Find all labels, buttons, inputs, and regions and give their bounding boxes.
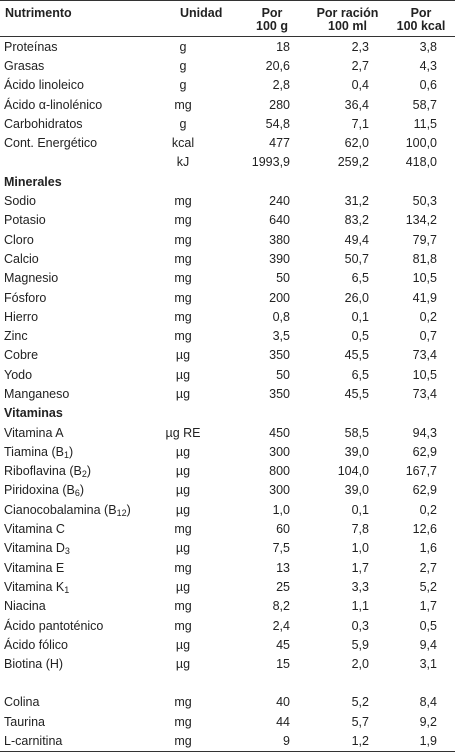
value-per-100kcal: 9,4 — [419, 637, 437, 652]
table-row — [0, 384, 455, 403]
header-por-100kcal — [387, 1, 455, 37]
nutrient-name — [0, 133, 150, 152]
nutrient-name-text: Grasas — [4, 58, 45, 73]
value-per-racion: 5,7 — [351, 714, 369, 729]
value-per-racion: 26,0 — [344, 290, 369, 305]
value-per-100g: 350 — [269, 386, 290, 401]
nutrient-name-text: Cianocobalamina (B — [4, 502, 117, 517]
unit-cell: mg — [174, 271, 192, 286]
value-per-100g: 44 — [276, 714, 290, 729]
header-por-racion-line1: Por ración — [316, 6, 379, 20]
table-row — [0, 153, 455, 172]
table-row — [0, 326, 455, 345]
nutrient-name-text: Calcio — [4, 251, 39, 266]
unit-cell: mg — [174, 329, 192, 344]
unit-cell: µg — [175, 444, 191, 459]
value-per-100g: 280 — [269, 97, 290, 112]
value-per-100g: 54,8 — [265, 116, 290, 131]
nutrient-name — [0, 288, 150, 307]
value-per-racion: 39,0 — [344, 444, 369, 459]
table-body — [0, 37, 455, 752]
nutrient-name — [0, 95, 150, 114]
unit-cell: mg — [174, 695, 192, 710]
unit-cell: µg — [175, 579, 191, 594]
value-per-100g: 0,8 — [272, 309, 290, 324]
value-per-100kcal: 0,2 — [419, 502, 437, 517]
unit-cell: g — [179, 39, 187, 54]
header-row — [0, 1, 455, 37]
value-per-racion: 0,1 — [351, 309, 369, 324]
table-row — [0, 191, 455, 210]
nutrient-name — [0, 655, 150, 674]
value-per-100kcal: 10,5 — [412, 367, 437, 382]
value-per-100kcal: 0,5 — [419, 618, 437, 633]
value-per-100g: 450 — [269, 425, 290, 440]
nutrient-name-text: Vitamina C — [4, 522, 65, 537]
table-row — [0, 731, 455, 751]
nutrient-name-text: Yodo — [4, 367, 33, 382]
nutrient-name-text: Cobre — [4, 348, 39, 363]
header-unidad: Unidad — [180, 6, 223, 20]
header-por-100g-line1: Por — [261, 6, 283, 20]
unit-cell: mg — [174, 194, 192, 209]
table-row — [0, 577, 455, 596]
value-per-racion: 0,3 — [351, 618, 369, 633]
nutrient-name-text: Riboflavina (B — [4, 464, 82, 479]
nutrient-name — [0, 635, 150, 654]
nutrient-name — [0, 249, 150, 268]
nutrient-name-text: Biotina (H) — [4, 657, 64, 672]
table-row — [0, 423, 455, 442]
table-row — [0, 558, 455, 577]
value-per-100kcal: 58,7 — [412, 97, 437, 112]
unit-cell: µg — [175, 348, 191, 363]
nutrient-name-tail: ) — [86, 464, 92, 479]
header-por-100g — [236, 1, 308, 37]
value-per-racion: 104,0 — [337, 464, 369, 479]
nutrient-name-subscript: 1 — [63, 449, 69, 460]
value-per-100kcal: 100,0 — [405, 136, 437, 151]
header-nutrimento: Nutrimento — [5, 6, 72, 20]
value-per-100kcal: 41,9 — [412, 290, 437, 305]
table-row — [0, 76, 455, 95]
nutrient-name-text: Vitamina A — [4, 425, 64, 440]
nutrient-name-text: Taurina — [4, 714, 45, 729]
nutrient-name-text: Proteínas — [4, 39, 58, 54]
nutrient-name — [0, 37, 150, 57]
value-per-100g: 240 — [269, 194, 290, 209]
nutrient-name — [0, 365, 150, 384]
nutrient-name-subscript: 2 — [81, 469, 87, 480]
value-per-100kcal: 73,4 — [412, 386, 437, 401]
value-per-100g: 15 — [276, 657, 290, 672]
unit-cell: mg — [174, 734, 192, 749]
nutrient-name-tail: ) — [79, 483, 85, 498]
value-per-100kcal: 62,9 — [412, 444, 437, 459]
unit-cell: g — [179, 78, 187, 93]
header-por-100kcal-line2: 100 kcal — [396, 19, 446, 33]
unit-cell: µg — [175, 637, 191, 652]
value-per-100kcal: 1,9 — [419, 734, 437, 749]
nutrient-name-tail: ) — [68, 444, 74, 459]
value-per-100g: 640 — [269, 213, 290, 228]
unit-cell: mg — [174, 599, 192, 614]
value-per-100g: 2,4 — [272, 618, 290, 633]
value-per-racion: 1,1 — [351, 599, 369, 614]
value-per-100g: 477 — [269, 136, 290, 151]
value-per-100g: 3,5 — [272, 329, 290, 344]
value-per-100g: 380 — [269, 232, 290, 247]
unit-cell: g — [179, 116, 187, 131]
value-per-100kcal: 73,4 — [412, 348, 437, 363]
value-per-racion: 49,4 — [344, 232, 369, 247]
table-row — [0, 95, 455, 114]
unit-cell: µg — [175, 464, 191, 479]
nutrient-name — [0, 539, 150, 558]
nutrient-name-text: Tiamina (B — [4, 444, 64, 459]
header-por-100kcal-line1: Por — [410, 6, 432, 20]
value-per-100g: 45 — [276, 637, 290, 652]
unit-cell: mg — [174, 97, 192, 112]
value-per-100kcal: 79,7 — [412, 232, 437, 247]
nutrient-name — [0, 346, 150, 365]
table-row — [0, 462, 455, 481]
nutrient-name-text: Magnesio — [4, 271, 59, 286]
nutrient-name-text: Colina — [4, 695, 40, 710]
nutrient-name-text: Hierro — [4, 309, 39, 324]
value-per-racion: 0,1 — [351, 502, 369, 517]
nutrient-name — [0, 326, 150, 345]
value-per-racion: 7,8 — [351, 522, 369, 537]
nutrient-name — [0, 481, 150, 500]
value-per-100g: 7,5 — [272, 541, 290, 556]
value-per-100kcal: 167,7 — [405, 464, 437, 479]
value-per-100kcal: 81,8 — [412, 251, 437, 266]
nutrient-name-text: Zinc — [4, 329, 28, 344]
value-per-racion: 259,2 — [337, 155, 369, 170]
value-per-100kcal: 2,7 — [419, 560, 437, 575]
unit-cell: mg — [174, 232, 192, 247]
table-row — [0, 597, 455, 616]
nutrient-name-text: Ácido linoleico — [4, 78, 84, 93]
value-per-100g: 13 — [276, 560, 290, 575]
value-per-100g: 8,2 — [272, 599, 290, 614]
unit-cell: µg — [175, 367, 191, 382]
table-row — [0, 211, 455, 230]
unit-cell: µg — [175, 502, 191, 517]
nutrient-name-subscript: 12 — [116, 507, 127, 518]
value-per-100g: 350 — [269, 348, 290, 363]
value-per-racion: 6,5 — [351, 367, 369, 382]
value-per-100g: 300 — [269, 444, 290, 459]
value-per-racion: 7,1 — [351, 116, 369, 131]
nutrient-name-text: Ácido α-linolénico — [4, 97, 103, 112]
table-row — [0, 56, 455, 75]
value-per-racion: 45,5 — [344, 386, 369, 401]
spacer-row — [0, 674, 455, 693]
table-row — [0, 712, 455, 731]
nutrient-name-text: Vitamina K — [4, 579, 65, 594]
nutrient-name — [0, 597, 150, 616]
table-row — [0, 37, 455, 57]
value-per-100kcal: 5,2 — [419, 579, 437, 594]
nutrient-name-subscript: 6 — [74, 488, 80, 499]
value-per-100kcal: 1,6 — [419, 541, 437, 556]
nutrient-name-text: Fósforo — [4, 290, 47, 305]
nutrient-name — [0, 76, 150, 95]
nutrient-name-text: Piridoxina (B — [4, 483, 75, 498]
table-row — [0, 500, 455, 519]
value-per-100kcal: 0,6 — [419, 78, 437, 93]
nutrient-name — [0, 269, 150, 288]
table-row — [0, 693, 455, 712]
nutrient-name-subscript: 1 — [64, 584, 70, 595]
nutrient-name — [0, 153, 150, 172]
value-per-racion: 50,7 — [344, 251, 369, 266]
section-title: Minerales — [4, 174, 62, 189]
value-per-100g: 390 — [269, 251, 290, 266]
value-per-100kcal: 1,7 — [419, 599, 437, 614]
nutrient-name — [0, 558, 150, 577]
table-header — [0, 1, 455, 37]
header-por-100g-line2: 100 g — [256, 19, 288, 33]
value-per-racion: 39,0 — [344, 483, 369, 498]
value-per-100kcal: 3,8 — [419, 39, 437, 54]
unit-cell: mg — [174, 213, 192, 228]
table-row — [0, 539, 455, 558]
nutrient-name-subscript: 3 — [64, 546, 70, 557]
value-per-100kcal: 0,2 — [419, 309, 437, 324]
value-per-racion: 0,4 — [351, 78, 369, 93]
value-per-100g: 18 — [276, 39, 290, 54]
value-per-racion: 1,2 — [351, 734, 369, 749]
unit-cell: mg — [174, 560, 192, 575]
table-row — [0, 655, 455, 674]
value-per-100kcal: 418,0 — [405, 155, 437, 170]
value-per-racion: 2,3 — [351, 39, 369, 54]
value-per-racion: 36,4 — [344, 97, 369, 112]
nutrient-name — [0, 693, 150, 712]
table-row — [0, 346, 455, 365]
value-per-racion: 1,7 — [351, 560, 369, 575]
value-per-100kcal: 94,3 — [412, 425, 437, 440]
unit-cell: mg — [174, 309, 192, 324]
value-per-racion: 0,5 — [351, 329, 369, 344]
nutrient-name — [0, 577, 150, 596]
unit-cell: mg — [174, 251, 192, 266]
value-per-100kcal: 50,3 — [412, 194, 437, 209]
nutrient-name — [0, 423, 150, 442]
nutrient-name-text: Vitamina E — [4, 560, 65, 575]
nutrient-name — [0, 519, 150, 538]
value-per-100g: 50 — [276, 271, 290, 286]
value-per-100g: 200 — [269, 290, 290, 305]
value-per-100g: 40 — [276, 695, 290, 710]
value-per-100g: 1,0 — [272, 502, 290, 517]
value-per-100kcal: 9,2 — [419, 714, 437, 729]
unit-cell: mg — [174, 618, 192, 633]
table-row — [0, 616, 455, 635]
value-per-100g: 2,8 — [272, 78, 290, 93]
section-row — [0, 404, 455, 423]
nutrient-name-text: Niacina — [4, 599, 46, 614]
nutrient-name — [0, 211, 150, 230]
value-per-100kcal: 10,5 — [412, 271, 437, 286]
value-per-racion: 83,2 — [344, 213, 369, 228]
value-per-100g: 20,6 — [265, 58, 290, 73]
nutrient-name — [0, 462, 150, 481]
value-per-100kcal: 12,6 — [412, 522, 437, 537]
value-per-racion: 5,9 — [351, 637, 369, 652]
value-per-100kcal: 4,3 — [419, 58, 437, 73]
table-row — [0, 269, 455, 288]
nutrient-name — [0, 114, 150, 133]
nutrient-name — [0, 56, 150, 75]
nutrient-name — [0, 616, 150, 635]
nutrient-name-text: Ácido fólico — [4, 637, 68, 652]
table-row — [0, 230, 455, 249]
nutrient-name-text: Cont. Energético — [4, 136, 98, 151]
section-row — [0, 172, 455, 191]
nutrient-name-text: Sodio — [4, 194, 36, 209]
value-per-racion: 1,0 — [351, 541, 369, 556]
value-per-100kcal: 0,7 — [419, 329, 437, 344]
table-row — [0, 635, 455, 654]
unit-cell: µg — [175, 541, 191, 556]
value-per-100kcal: 3,1 — [419, 657, 437, 672]
table-row — [0, 442, 455, 461]
nutrient-name-text: Manganeso — [4, 386, 70, 401]
table-row — [0, 288, 455, 307]
table-row — [0, 481, 455, 500]
nutrient-name — [0, 384, 150, 403]
unit-cell: µg — [175, 483, 191, 498]
header-por-racion — [308, 1, 387, 37]
nutrient-name — [0, 230, 150, 249]
value-per-racion: 3,3 — [351, 579, 369, 594]
table-row — [0, 133, 455, 152]
nutrient-name — [0, 731, 150, 751]
table-row — [0, 307, 455, 326]
value-per-racion: 62,0 — [344, 136, 369, 151]
nutrient-name — [0, 712, 150, 731]
value-per-100g: 50 — [276, 367, 290, 382]
unit-cell: mg — [174, 714, 192, 729]
value-per-100g: 300 — [269, 483, 290, 498]
unit-cell: mg — [174, 522, 192, 537]
unit-cell: mg — [174, 290, 192, 305]
unit-cell: µg RE — [165, 425, 201, 440]
spacer-cell — [0, 674, 455, 693]
value-per-100kcal: 134,2 — [405, 213, 437, 228]
value-per-100kcal: 8,4 — [419, 695, 437, 710]
value-per-100g: 1993,9 — [251, 155, 290, 170]
nutrient-name-text: L-carnitina — [4, 734, 63, 749]
value-per-racion: 2,0 — [351, 657, 369, 672]
unit-cell: g — [179, 58, 187, 73]
unit-cell: µg — [175, 386, 191, 401]
unit-cell: µg — [175, 657, 191, 672]
nutrient-name — [0, 307, 150, 326]
nutrient-name-text: Cloro — [4, 232, 34, 247]
value-per-racion: 58,5 — [344, 425, 369, 440]
value-per-100g: 800 — [269, 464, 290, 479]
nutrient-name — [0, 442, 150, 461]
value-per-100kcal: 11,5 — [413, 116, 437, 131]
value-per-100g: 60 — [276, 522, 290, 537]
value-per-racion: 31,2 — [344, 194, 369, 209]
unit-cell: kJ — [176, 155, 190, 170]
nutrient-name-text: Vitamina D — [4, 541, 65, 556]
nutrient-name-text: Carbohidratos — [4, 116, 83, 131]
table-row — [0, 365, 455, 384]
nutrient-name — [0, 500, 150, 519]
nutrient-name — [0, 191, 150, 210]
header-por-racion-line2: 100 ml — [328, 19, 367, 33]
table-row — [0, 114, 455, 133]
table-row — [0, 519, 455, 538]
value-per-racion: 5,2 — [351, 695, 369, 710]
value-per-100g: 9 — [283, 734, 290, 749]
table-row — [0, 249, 455, 268]
value-per-100g: 25 — [276, 579, 290, 594]
value-per-racion: 6,5 — [351, 271, 369, 286]
value-per-racion: 2,7 — [351, 58, 369, 73]
unit-cell: kcal — [171, 136, 195, 151]
nutrient-name-tail: ) — [126, 502, 131, 517]
value-per-100kcal: 62,9 — [412, 483, 437, 498]
nutrient-name-text: Ácido pantoténico — [4, 618, 104, 633]
value-per-racion: 45,5 — [344, 348, 369, 363]
section-title: Vitaminas — [4, 406, 63, 421]
nutrient-name-text: Potasio — [4, 213, 46, 228]
